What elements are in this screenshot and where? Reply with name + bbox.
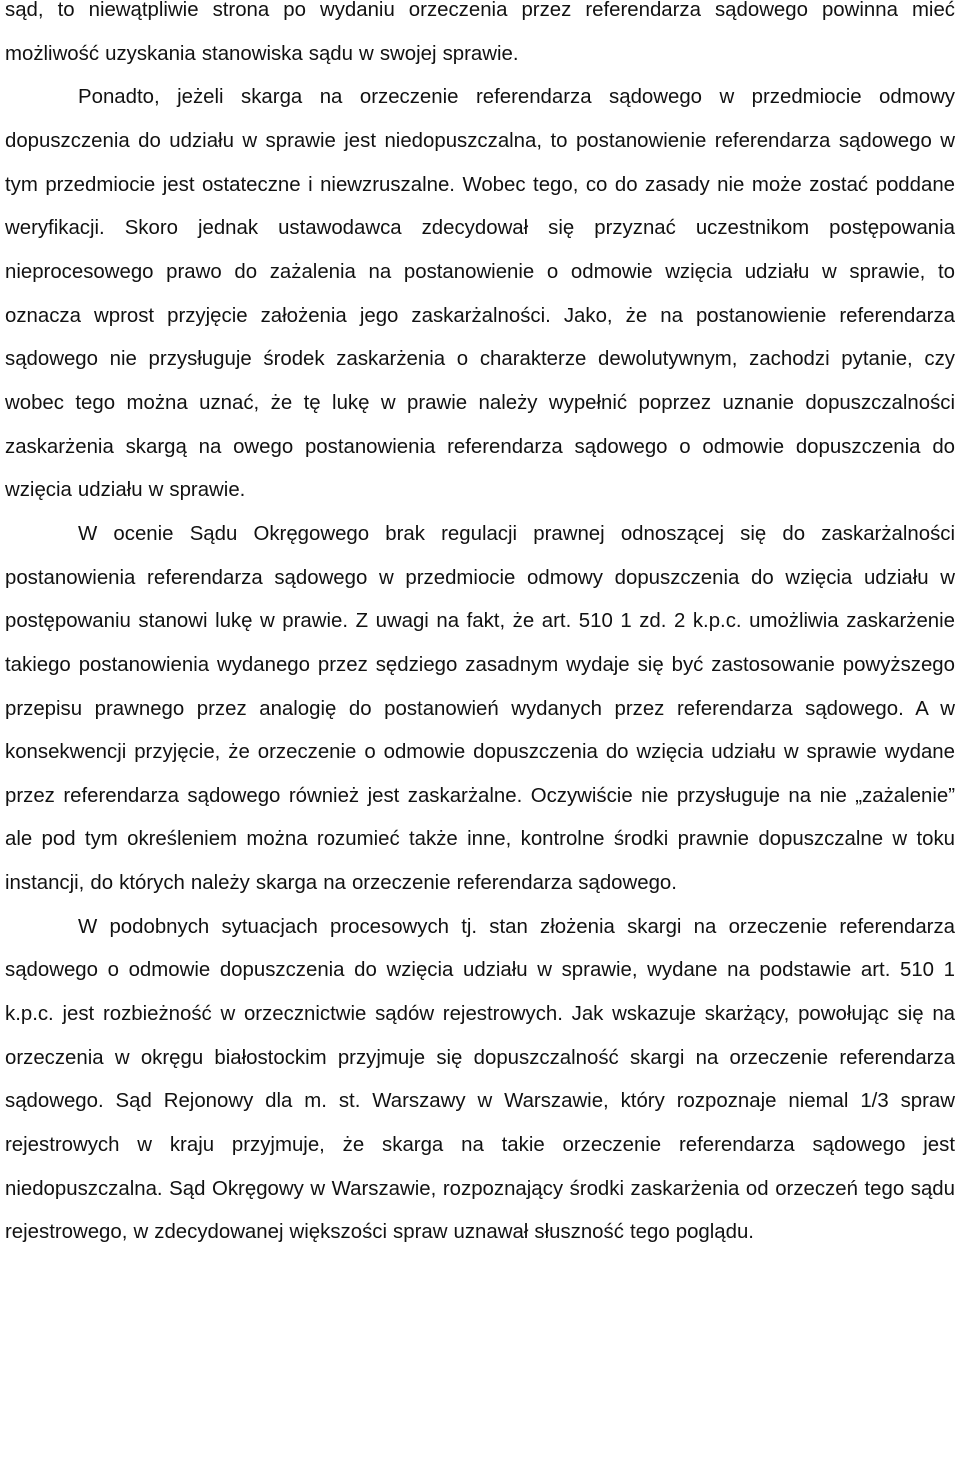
- paragraph-inadmissibility: Ponadto, jeżeli skarga na orzeczenie referendarza sądowego w przedmiocie odmowy dopuszczenia do udziału w sprawie jest niedopuszczalna, to postanowienie referendarza sądowego w tym przedmiocie jest ostateczne i niewzruszalne. Wobec tego, co do zasady nie może zostać poddane weryfikacji. Skoro jednak ustawodawca zdecydował się przyznać uczestnikom postępowania nieprocesowego prawo do zażalenia na postanowienie o odmowie wzięcia udziału w sprawie, to oznacza wprost przyjęcie założenia jego zaskarżalności. Jako, że na postanowienie referendarza sądowego nie przysługuje środek zaskarżenia o charakterze dewolutywnym, zachodzi pytanie, czy wobec tego można uznać, że tę lukę w prawie należy wypełnić poprzez uznanie dopuszczalności zaskarżenia skargą na owego postanowienia referendarza sądowego o odmowie dopuszczenia do wzięcia udziału w sprawie.: [5, 86, 955, 502]
- document-page: [5, 0, 955, 1255]
- paragraph-case-law-divergence: W podobnych sytuacjach procesowych tj. stan złożenia skargi na orzeczenie referendarza sądowego o odmowie dopuszczenia do wzięcia udziału w sprawie, wydane na podstawie art. 510 1 k.p.c. jest rozbieżność w orzecznictwie sądów rejestrowych. Jak wskazuje skarżący, powołując się na orzeczenia w okręgu białostockim przyjmuje się dopuszczalność skargi na orzeczenie referendarza sądowego. Sąd Rejonowy dla m. st. Warszawy w Warszawie, który rozpoznaje niemal 1/3 spraw rejestrowych w kraju przyjmuje, że skarga na takie orzeczenie referendarza sądowego jest niedopuszczalna. Sąd Okręgowy w Warszawie, rozpoznający środki zaskarżenia od orzeczeń tego sądu rejestrowego, w zdecydowanej większości spraw uznawał słuszność tego poglądu.: [5, 915, 955, 1244]
- paragraph-continuation: sąd, to niewątpliwie strona po wydaniu orzeczenia przez referendarza sądowego powinna mieć możliwość uzyskania stanowiska sądu w swojej sprawie.: [5, 0, 955, 65]
- paragraph-court-opinion: W ocenie Sądu Okręgowego brak regulacji prawnej odnoszącej się do zaskarżalności postanowienia referendarza sądowego w przedmiocie odmowy dopuszczenia do wzięcia udziału w postępowaniu stanowi lukę w prawie. Z uwagi na fakt, że art. 510 1 zd. 2 k.p.c. umożliwia zaskarżenie takiego postanowienia wydanego przez sędziego zasadnym wydaje się być zastosowanie powyższego przepisu prawnego przez analogię do postanowień wydanych przez referendarza sądowego. A w konsekwencji przyjęcie, że orzeczenie o odmowie dopuszczenia do wzięcia udziału w sprawie wydane przez referendarza sądowego również jest zaskarżalne. Oczywiście nie przysługuje na nie „zażalenie” ale pod tym określeniem można rozumieć także inne, kontrolne środki prawnie dopuszczalne w toku instancji, do których należy skarga na orzeczenie referendarza sądowego.: [5, 522, 955, 895]
